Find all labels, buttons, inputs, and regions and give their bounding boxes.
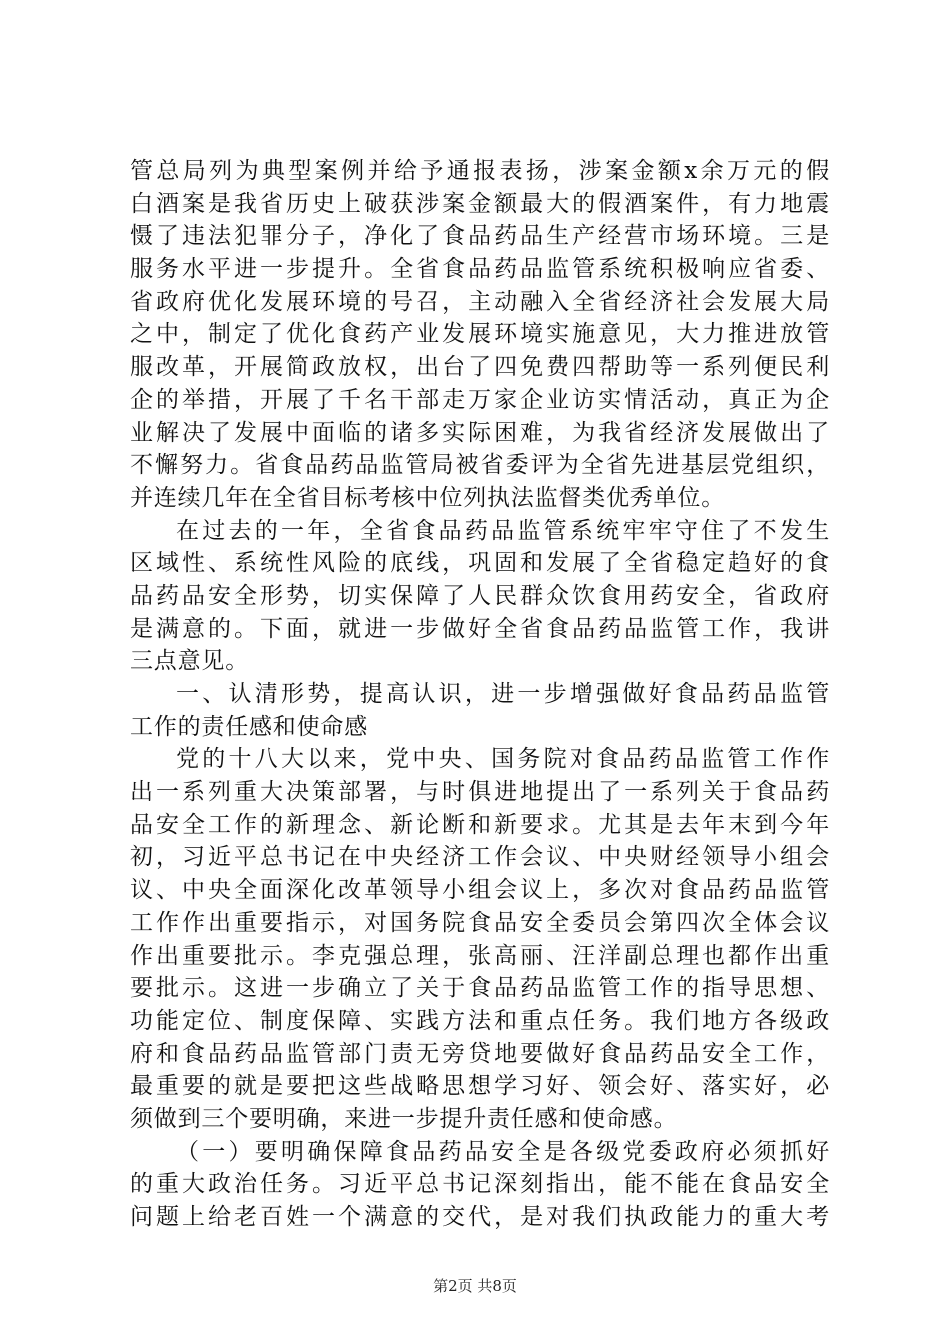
text-line: 慑了违法犯罪分子，净化了食品药品生产经营市场环境。三是 bbox=[130, 223, 830, 250]
text-line: 区域性、系统性风险的底线，巩固和发展了全省稳定趋好的食 bbox=[130, 550, 830, 577]
text-line: 服务水平进一步提升。全省食品药品监管系统积极响应省委、 bbox=[130, 256, 830, 283]
text-line: 服改革，开展简政放权，出台了四免费四帮助等一系列便民利 bbox=[130, 354, 830, 381]
text-line: 初，习近平总书记在中央经济工作会议、中央财经领导小组会 bbox=[130, 844, 830, 871]
text-line: 不懈努力。省食品药品监管局被省委评为全省先进基层党组织， bbox=[130, 452, 830, 479]
text-line: 出一系列重大决策部署，与时俱进地提出了一系列关于食品药 bbox=[130, 779, 830, 806]
page-footer: 第2页 共8页 bbox=[433, 1277, 517, 1295]
text-line: 白酒案是我省历史上破获涉案金额最大的假酒案件，有力地震 bbox=[130, 190, 830, 217]
text-line: 品安全工作的新理念、新论断和新要求。尤其是去年末到今年 bbox=[130, 811, 830, 838]
text-line: 的重大政治任务。习近平总书记深刻指出，能不能在食品安全 bbox=[130, 1171, 830, 1198]
text-line: 管总局列为典型案例并给予通报表扬，涉案金额x余万元的假 bbox=[130, 158, 830, 184]
text-line: 业解决了发展中面临的诸多实际困难，为我省经济发展做出了 bbox=[130, 419, 830, 446]
text-line: 问题上给老百姓一个满意的交代，是对我们执政能力的重大考 bbox=[130, 1204, 830, 1230]
text-line: 作出重要批示。李克强总理，张高丽、汪洋副总理也都作出重 bbox=[130, 942, 830, 969]
text-line: 是满意的。下面，就进一步做好全省食品药品监管工作，我讲 bbox=[130, 615, 830, 642]
text-line: 最重要的就是要把这些战略思想学习好、领会好、落实好，必 bbox=[130, 1073, 830, 1100]
section-heading: 一、认清形势，提高认识，进一步增强做好食品药品监管 bbox=[176, 681, 830, 707]
text-line: 须做到三个要明确，来进一步提升责任感和使命感。 bbox=[130, 1105, 678, 1132]
section-heading: 工作的责任感和使命感 bbox=[130, 713, 368, 740]
text-line: 企的举措，开展了千名干部走万家企业访实情活动，真正为企 bbox=[130, 386, 830, 413]
text-line: 工作作出重要指示，对国务院食品安全委员会第四次全体会议 bbox=[130, 909, 830, 936]
text-line: 并连续几年在全省目标考核中位列执法监督类优秀单位。 bbox=[130, 484, 725, 511]
text-line: 三点意见。 bbox=[130, 648, 249, 675]
text-line: 府和食品药品监管部门责无旁贷地要做好食品药品安全工作， bbox=[130, 1040, 830, 1067]
text-line: 议、中央全面深化改革领导小组会议上，多次对食品药品监管 bbox=[130, 877, 830, 904]
text-line: 在过去的一年，全省食品药品监管系统牢牢守住了不发生 bbox=[176, 517, 830, 544]
text-line: 党的十八大以来，党中央、国务院对食品药品监管工作作 bbox=[176, 746, 830, 773]
document-body bbox=[130, 155, 830, 1234]
text-line: 品药品安全形势，切实保障了人民群众饮食用药安全，省政府 bbox=[130, 582, 830, 609]
text-line: 之中，制定了优化食药产业发展环境实施意见，大力推进放管 bbox=[130, 321, 830, 348]
text-line: 功能定位、制度保障、实践方法和重点任务。我们地方各级政 bbox=[130, 1007, 830, 1034]
text-line: 要批示。这进一步确立了关于食品药品监管工作的指导思想、 bbox=[130, 975, 830, 1002]
text-line: 省政府优化发展环境的号召，主动融入全省经济社会发展大局 bbox=[130, 288, 830, 315]
text-line: （一）要明确保障食品药品安全是各级党委政府必须抓好 bbox=[176, 1138, 830, 1165]
